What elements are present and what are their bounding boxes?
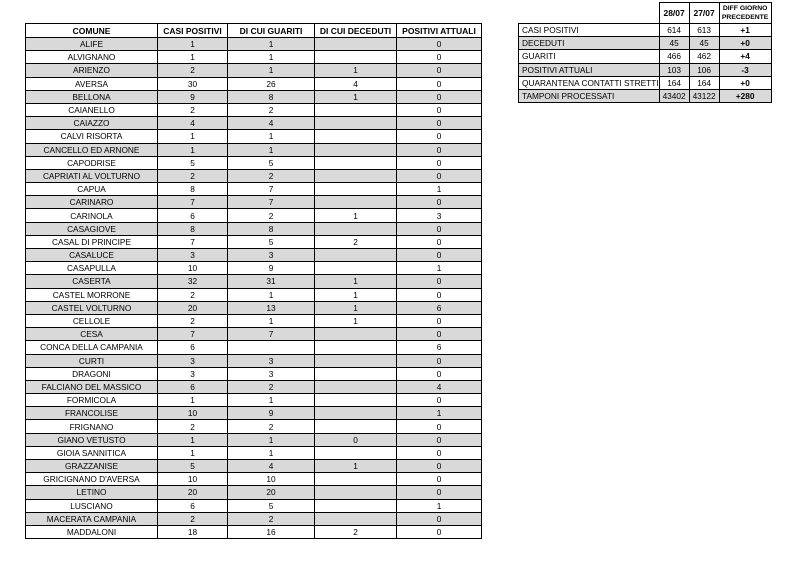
summary-diff: -3 bbox=[719, 63, 771, 76]
cell-positivi-attuali: 0 bbox=[397, 486, 482, 499]
summary-header-date-previous: 27/07 bbox=[689, 3, 719, 24]
cell-deceduti bbox=[315, 354, 397, 367]
cell-casi-positivi: 1 bbox=[158, 38, 228, 51]
cell-deceduti: 2 bbox=[315, 525, 397, 538]
cell-casi-positivi: 2 bbox=[158, 64, 228, 77]
cell-casi-positivi: 2 bbox=[158, 103, 228, 116]
summary-current: 164 bbox=[659, 76, 689, 89]
cell-deceduti: 0 bbox=[315, 433, 397, 446]
cell-deceduti: 2 bbox=[315, 235, 397, 248]
cell-deceduti: 1 bbox=[315, 275, 397, 288]
table-row bbox=[26, 262, 482, 275]
cell-positivi-attuali: 0 bbox=[397, 103, 482, 116]
summary-diff: +280 bbox=[719, 89, 771, 102]
cell-positivi-attuali: 0 bbox=[397, 275, 482, 288]
cell-positivi-attuali: 3 bbox=[397, 209, 482, 222]
cell-comune: ALIFE bbox=[26, 38, 158, 51]
cell-comune: CASTEL MORRONE bbox=[26, 288, 158, 301]
cell-casi-positivi: 2 bbox=[158, 288, 228, 301]
summary-previous: 106 bbox=[689, 63, 719, 76]
cell-casi-positivi: 9 bbox=[158, 90, 228, 103]
cell-deceduti: 1 bbox=[315, 209, 397, 222]
table-row bbox=[26, 103, 482, 116]
cell-positivi-attuali: 6 bbox=[397, 341, 482, 354]
cell-comune: CAPUA bbox=[26, 183, 158, 196]
comuni-header-row bbox=[26, 24, 482, 38]
table-row bbox=[26, 525, 482, 538]
cell-guariti: 2 bbox=[228, 512, 315, 525]
cell-comune: DRAGONI bbox=[26, 367, 158, 380]
cell-deceduti: 1 bbox=[315, 288, 397, 301]
cell-guariti: 1 bbox=[228, 314, 315, 327]
table-row bbox=[26, 51, 482, 64]
cell-casi-positivi: 2 bbox=[158, 314, 228, 327]
cell-guariti: 2 bbox=[228, 169, 315, 182]
cell-casi-positivi: 10 bbox=[158, 262, 228, 275]
cell-guariti: 1 bbox=[228, 143, 315, 156]
header-positivi-attuali: POSITIVI ATTUALI bbox=[397, 24, 482, 38]
cell-deceduti bbox=[315, 367, 397, 380]
summary-previous: 462 bbox=[689, 50, 719, 63]
table-row bbox=[26, 407, 482, 420]
summary-diff: +1 bbox=[719, 24, 771, 37]
cell-guariti: 16 bbox=[228, 525, 315, 538]
cell-guariti: 7 bbox=[228, 196, 315, 209]
cell-comune: CAIANELLO bbox=[26, 103, 158, 116]
cell-deceduti bbox=[315, 143, 397, 156]
cell-positivi-attuali: 6 bbox=[397, 301, 482, 314]
summary-row bbox=[519, 76, 772, 89]
table-row bbox=[26, 512, 482, 525]
cell-positivi-attuali: 0 bbox=[397, 90, 482, 103]
summary-diff: +0 bbox=[719, 76, 771, 89]
cell-casi-positivi: 3 bbox=[158, 249, 228, 262]
cell-guariti bbox=[228, 341, 315, 354]
cell-casi-positivi: 2 bbox=[158, 169, 228, 182]
header-comune: COMUNE bbox=[26, 24, 158, 38]
cell-positivi-attuali: 0 bbox=[397, 64, 482, 77]
table-row bbox=[26, 222, 482, 235]
table-row bbox=[26, 130, 482, 143]
cell-comune: CELLOLE bbox=[26, 314, 158, 327]
cell-casi-positivi: 8 bbox=[158, 222, 228, 235]
summary-table bbox=[518, 2, 772, 103]
cell-deceduti: 4 bbox=[315, 77, 397, 90]
cell-deceduti bbox=[315, 222, 397, 235]
cell-casi-positivi: 6 bbox=[158, 380, 228, 393]
table-row bbox=[26, 156, 482, 169]
cell-guariti: 1 bbox=[228, 433, 315, 446]
summary-current: 103 bbox=[659, 63, 689, 76]
table-row bbox=[26, 394, 482, 407]
cell-casi-positivi: 3 bbox=[158, 354, 228, 367]
summary-label: CASI POSITIVI bbox=[519, 24, 660, 37]
cell-casi-positivi: 1 bbox=[158, 394, 228, 407]
cell-comune: MACERATA CAMPANIA bbox=[26, 512, 158, 525]
cell-positivi-attuali: 0 bbox=[397, 473, 482, 486]
cell-comune: FRIGNANO bbox=[26, 420, 158, 433]
cell-positivi-attuali: 0 bbox=[397, 130, 482, 143]
table-row bbox=[26, 328, 482, 341]
cell-deceduti bbox=[315, 420, 397, 433]
cell-deceduti bbox=[315, 249, 397, 262]
cell-positivi-attuali: 0 bbox=[397, 367, 482, 380]
cell-casi-positivi: 1 bbox=[158, 433, 228, 446]
cell-comune: FALCIANO DEL MASSICO bbox=[26, 380, 158, 393]
cell-positivi-attuali: 1 bbox=[397, 262, 482, 275]
summary-label: TAMPONI PROCESSATI bbox=[519, 89, 660, 102]
cell-casi-positivi: 1 bbox=[158, 143, 228, 156]
cell-comune: GRAZZANISE bbox=[26, 460, 158, 473]
table-row bbox=[26, 90, 482, 103]
cell-guariti: 1 bbox=[228, 64, 315, 77]
cell-comune: CALVI RISORTA bbox=[26, 130, 158, 143]
cell-guariti: 2 bbox=[228, 103, 315, 116]
table-row bbox=[26, 64, 482, 77]
cell-positivi-attuali: 0 bbox=[397, 156, 482, 169]
cell-comune: CASAGIOVE bbox=[26, 222, 158, 235]
cell-guariti: 5 bbox=[228, 156, 315, 169]
cell-positivi-attuali: 1 bbox=[397, 499, 482, 512]
summary-previous: 43122 bbox=[689, 89, 719, 102]
cell-deceduti bbox=[315, 196, 397, 209]
cell-guariti: 1 bbox=[228, 51, 315, 64]
cell-comune: LUSCIANO bbox=[26, 499, 158, 512]
cell-guariti: 1 bbox=[228, 394, 315, 407]
cell-positivi-attuali: 1 bbox=[397, 183, 482, 196]
table-row bbox=[26, 169, 482, 182]
cell-comune: BELLONA bbox=[26, 90, 158, 103]
table-row bbox=[26, 288, 482, 301]
cell-deceduti bbox=[315, 407, 397, 420]
cell-casi-positivi: 18 bbox=[158, 525, 228, 538]
cell-deceduti: 1 bbox=[315, 90, 397, 103]
cell-comune: GIOIA SANNITICA bbox=[26, 446, 158, 459]
cell-deceduti bbox=[315, 169, 397, 182]
summary-header-date-current: 28/07 bbox=[659, 3, 689, 24]
cell-deceduti: 1 bbox=[315, 64, 397, 77]
cell-positivi-attuali: 0 bbox=[397, 51, 482, 64]
cell-comune: CAPODRISE bbox=[26, 156, 158, 169]
cell-positivi-attuali: 0 bbox=[397, 143, 482, 156]
cell-comune: CASALUCE bbox=[26, 249, 158, 262]
table-row bbox=[26, 354, 482, 367]
summary-label: GUARITI bbox=[519, 50, 660, 63]
cell-positivi-attuali: 0 bbox=[397, 446, 482, 459]
cell-casi-positivi: 5 bbox=[158, 156, 228, 169]
cell-deceduti: 1 bbox=[315, 314, 397, 327]
cell-guariti: 2 bbox=[228, 209, 315, 222]
cell-casi-positivi: 2 bbox=[158, 420, 228, 433]
cell-deceduti bbox=[315, 51, 397, 64]
cell-casi-positivi: 3 bbox=[158, 367, 228, 380]
cell-guariti: 3 bbox=[228, 367, 315, 380]
cell-comune: CESA bbox=[26, 328, 158, 341]
cell-guariti: 1 bbox=[228, 446, 315, 459]
cell-casi-positivi: 4 bbox=[158, 117, 228, 130]
cell-positivi-attuali: 0 bbox=[397, 249, 482, 262]
cell-casi-positivi: 10 bbox=[158, 407, 228, 420]
cell-deceduti bbox=[315, 512, 397, 525]
summary-header-blank bbox=[519, 3, 660, 24]
cell-comune: CASTEL VOLTURNO bbox=[26, 301, 158, 314]
table-row bbox=[26, 433, 482, 446]
cell-comune: ARIENZO bbox=[26, 64, 158, 77]
table-row bbox=[26, 275, 482, 288]
header-guariti: DI CUI GUARITI bbox=[228, 24, 315, 38]
cell-guariti: 1 bbox=[228, 130, 315, 143]
cell-deceduti bbox=[315, 341, 397, 354]
cell-comune: CANCELLO ED ARNONE bbox=[26, 143, 158, 156]
cell-guariti: 9 bbox=[228, 262, 315, 275]
cell-casi-positivi: 20 bbox=[158, 301, 228, 314]
cell-positivi-attuali: 1 bbox=[397, 407, 482, 420]
cell-casi-positivi: 32 bbox=[158, 275, 228, 288]
cell-guariti: 10 bbox=[228, 473, 315, 486]
table-row bbox=[26, 249, 482, 262]
cell-casi-positivi: 7 bbox=[158, 328, 228, 341]
cell-positivi-attuali: 0 bbox=[397, 288, 482, 301]
table-row bbox=[26, 486, 482, 499]
cell-guariti: 26 bbox=[228, 77, 315, 90]
cell-deceduti: 1 bbox=[315, 460, 397, 473]
header-deceduti: DI CUI DECEDUTI bbox=[315, 24, 397, 38]
cell-casi-positivi: 20 bbox=[158, 486, 228, 499]
table-row bbox=[26, 77, 482, 90]
cell-comune: FRANCOLISE bbox=[26, 407, 158, 420]
cell-positivi-attuali: 0 bbox=[397, 433, 482, 446]
cell-guariti: 5 bbox=[228, 235, 315, 248]
cell-casi-positivi: 7 bbox=[158, 235, 228, 248]
cell-comune: CAIAZZO bbox=[26, 117, 158, 130]
cell-positivi-attuali: 4 bbox=[397, 380, 482, 393]
table-row bbox=[26, 38, 482, 51]
summary-row bbox=[519, 24, 772, 37]
cell-casi-positivi: 2 bbox=[158, 512, 228, 525]
cell-comune: ALVIGNANO bbox=[26, 51, 158, 64]
cell-comune: LETINO bbox=[26, 486, 158, 499]
table-row bbox=[26, 196, 482, 209]
cell-casi-positivi: 1 bbox=[158, 51, 228, 64]
cell-guariti: 20 bbox=[228, 486, 315, 499]
summary-current: 466 bbox=[659, 50, 689, 63]
cell-positivi-attuali: 0 bbox=[397, 460, 482, 473]
summary-diff: +0 bbox=[719, 37, 771, 50]
cell-casi-positivi: 6 bbox=[158, 341, 228, 354]
cell-positivi-attuali: 0 bbox=[397, 394, 482, 407]
cell-guariti: 4 bbox=[228, 117, 315, 130]
cell-deceduti bbox=[315, 380, 397, 393]
summary-label: DECEDUTI bbox=[519, 37, 660, 50]
cell-comune: CAPRIATI AL VOLTURNO bbox=[26, 169, 158, 182]
cell-comune: FORMICOLA bbox=[26, 394, 158, 407]
cell-casi-positivi: 8 bbox=[158, 183, 228, 196]
cell-guariti: 5 bbox=[228, 499, 315, 512]
cell-positivi-attuali: 0 bbox=[397, 169, 482, 182]
cell-deceduti bbox=[315, 486, 397, 499]
cell-casi-positivi: 7 bbox=[158, 196, 228, 209]
cell-comune: CASAPULLA bbox=[26, 262, 158, 275]
cell-positivi-attuali: 0 bbox=[397, 525, 482, 538]
summary-current: 614 bbox=[659, 24, 689, 37]
cell-deceduti bbox=[315, 38, 397, 51]
cell-comune: CONCA DELLA CAMPANIA bbox=[26, 341, 158, 354]
cell-guariti: 9 bbox=[228, 407, 315, 420]
cell-positivi-attuali: 0 bbox=[397, 38, 482, 51]
comuni-table bbox=[25, 23, 482, 539]
cell-guariti: 3 bbox=[228, 249, 315, 262]
cell-guariti: 2 bbox=[228, 380, 315, 393]
cell-positivi-attuali: 0 bbox=[397, 196, 482, 209]
table-row bbox=[26, 314, 482, 327]
cell-positivi-attuali: 0 bbox=[397, 235, 482, 248]
cell-comune: MADDALONI bbox=[26, 525, 158, 538]
cell-guariti: 1 bbox=[228, 38, 315, 51]
cell-deceduti: 1 bbox=[315, 301, 397, 314]
summary-row bbox=[519, 37, 772, 50]
summary-row bbox=[519, 63, 772, 76]
cell-deceduti bbox=[315, 499, 397, 512]
cell-comune: CASERTA bbox=[26, 275, 158, 288]
table-row bbox=[26, 117, 482, 130]
cell-positivi-attuali: 0 bbox=[397, 117, 482, 130]
cell-comune: GIANO VETUSTO bbox=[26, 433, 158, 446]
cell-guariti: 7 bbox=[228, 328, 315, 341]
table-row bbox=[26, 183, 482, 196]
summary-previous: 613 bbox=[689, 24, 719, 37]
cell-deceduti bbox=[315, 328, 397, 341]
cell-casi-positivi: 5 bbox=[158, 460, 228, 473]
cell-deceduti bbox=[315, 103, 397, 116]
header-casi-positivi: CASI POSITIVI bbox=[158, 24, 228, 38]
cell-comune: CASAL DI PRINCIPE bbox=[26, 235, 158, 248]
cell-casi-positivi: 1 bbox=[158, 130, 228, 143]
summary-previous: 45 bbox=[689, 37, 719, 50]
cell-comune: CARINOLA bbox=[26, 209, 158, 222]
cell-comune: CARINARO bbox=[26, 196, 158, 209]
table-row bbox=[26, 341, 482, 354]
summary-row bbox=[519, 50, 772, 63]
cell-guariti: 31 bbox=[228, 275, 315, 288]
table-row bbox=[26, 367, 482, 380]
table-row bbox=[26, 209, 482, 222]
table-row bbox=[26, 460, 482, 473]
cell-deceduti bbox=[315, 394, 397, 407]
summary-current: 43402 bbox=[659, 89, 689, 102]
cell-casi-positivi: 6 bbox=[158, 209, 228, 222]
summary-row bbox=[519, 89, 772, 102]
cell-casi-positivi: 6 bbox=[158, 499, 228, 512]
cell-comune: GRICIGNANO D'AVERSA bbox=[26, 473, 158, 486]
cell-casi-positivi: 1 bbox=[158, 446, 228, 459]
cell-deceduti bbox=[315, 156, 397, 169]
cell-deceduti bbox=[315, 473, 397, 486]
cell-deceduti bbox=[315, 446, 397, 459]
cell-casi-positivi: 10 bbox=[158, 473, 228, 486]
cell-guariti: 4 bbox=[228, 460, 315, 473]
summary-current: 45 bbox=[659, 37, 689, 50]
cell-positivi-attuali: 0 bbox=[397, 512, 482, 525]
cell-casi-positivi: 30 bbox=[158, 77, 228, 90]
table-row bbox=[26, 235, 482, 248]
summary-previous: 164 bbox=[689, 76, 719, 89]
cell-positivi-attuali: 0 bbox=[397, 222, 482, 235]
summary-diff: +4 bbox=[719, 50, 771, 63]
table-row bbox=[26, 499, 482, 512]
cell-positivi-attuali: 0 bbox=[397, 314, 482, 327]
table-row bbox=[26, 301, 482, 314]
cell-deceduti bbox=[315, 183, 397, 196]
cell-guariti: 2 bbox=[228, 420, 315, 433]
summary-label: QUARANTENA CONTATTI STRETTI bbox=[519, 76, 660, 89]
table-row bbox=[26, 473, 482, 486]
cell-positivi-attuali: 0 bbox=[397, 354, 482, 367]
summary-header-row bbox=[519, 3, 772, 24]
summary-header-diff: DIFF GIORNO PRECEDENTE bbox=[719, 3, 771, 24]
table-row bbox=[26, 143, 482, 156]
cell-guariti: 3 bbox=[228, 354, 315, 367]
table-row bbox=[26, 420, 482, 433]
cell-guariti: 7 bbox=[228, 183, 315, 196]
table-row bbox=[26, 446, 482, 459]
cell-comune: CURTI bbox=[26, 354, 158, 367]
cell-guariti: 13 bbox=[228, 301, 315, 314]
cell-deceduti bbox=[315, 117, 397, 130]
cell-deceduti bbox=[315, 262, 397, 275]
cell-deceduti bbox=[315, 130, 397, 143]
table-row bbox=[26, 380, 482, 393]
cell-positivi-attuali: 0 bbox=[397, 420, 482, 433]
summary-label: POSITIVI ATTUALI bbox=[519, 63, 660, 76]
cell-guariti: 8 bbox=[228, 90, 315, 103]
cell-comune: AVERSA bbox=[26, 77, 158, 90]
cell-guariti: 8 bbox=[228, 222, 315, 235]
cell-positivi-attuali: 0 bbox=[397, 77, 482, 90]
cell-positivi-attuali: 0 bbox=[397, 328, 482, 341]
cell-guariti: 1 bbox=[228, 288, 315, 301]
